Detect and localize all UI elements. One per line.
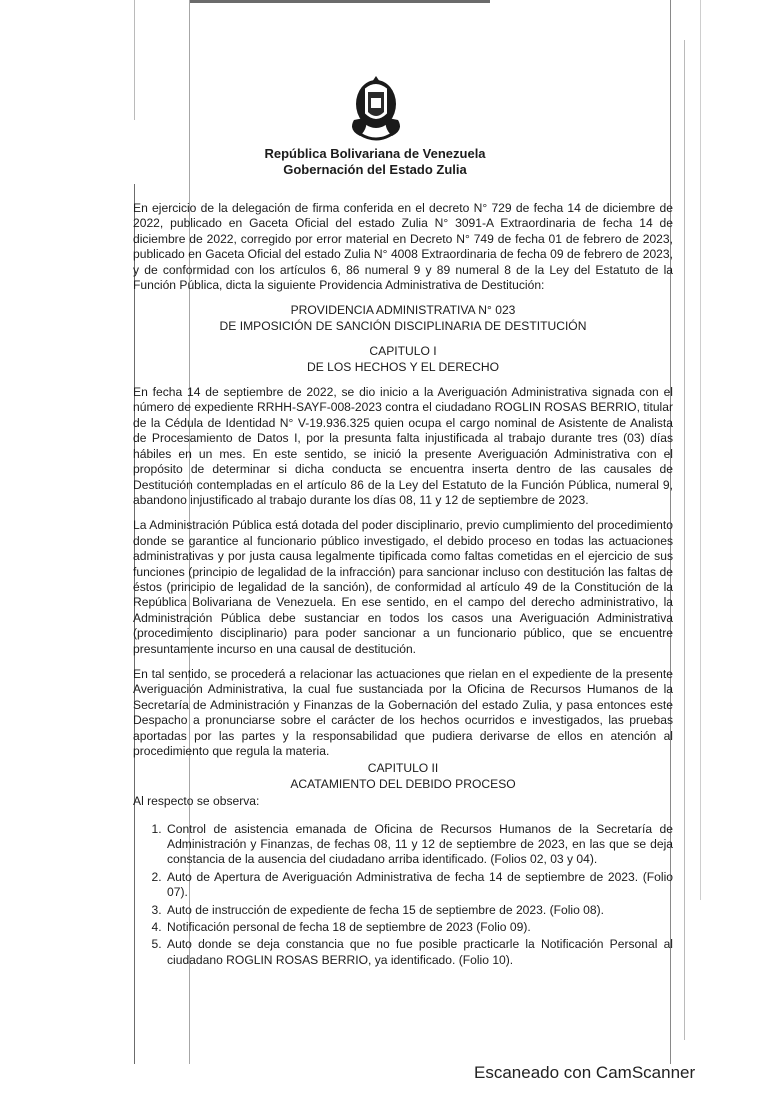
providencia-subject: DE IMPOSICIÓN DE SANCIÓN DISCIPLINARIA DE DESTITUCIÓN [219, 318, 587, 333]
chapter-1-subheading: DE LOS HECHOS Y EL DERECHO [307, 359, 499, 374]
list-item: 2. Auto de Apertura de Averiguación Administrativa de fecha 14 de septiembre de 2023. (Folio 07). [165, 870, 673, 901]
header-country: República Bolivariana de Venezuela [264, 146, 486, 161]
folio-list [133, 822, 673, 969]
list-item: 4. Notificación personal de fecha 18 de septiembre de 2023 (Folio 09). [165, 920, 673, 935]
chapter-2-lead: Al respecto se observa: [133, 794, 260, 809]
providencia-title [133, 303, 673, 334]
list-item: 1. Control de asistencia emanada de Oficina de Recursos Humanos de la Secretaría de Administración y Finanzas, de fechas 08, 11 y 12 de septiembre de 2023, en las que se deja constancia de la ausencia del ciudadano arriba identificado. (Folios 02, 03 y 04). [165, 822, 673, 868]
document-header [230, 146, 520, 178]
scan-artifact-left-line-top [134, 0, 135, 120]
providencia-number: PROVIDENCIA ADMINISTRATIVA N° 023 [290, 303, 516, 318]
header-government: Gobernación del Estado Zulia [283, 162, 467, 177]
coat-of-arms-icon [340, 74, 412, 146]
chapter-2-subheading: ACATAMIENTO DEL DEBIDO PROCESO [290, 776, 516, 791]
list-item: 3. Auto de instrucción de expediente de fecha 15 de septiembre de 2023. (Folio 08). [165, 903, 673, 918]
scan-artifact-right-line-2 [684, 40, 685, 1040]
chapter-1-paragraph: La Administración Pública está dotada del poder disciplinario, previo cumplimiento del procedimiento donde se garantice al funcionario público investigado, el debido proceso en todas las actuaciones administrativas y por justa causa legalmente tipificada como faltas cometidas en el ejercicio de sus funciones (principio de legalidad de la infracción) para sancionar incluso con destitución las faltas de éstos (principio de legalidad de la sanción), de conformidad al artículo 49 de la Constitución de la República Bolivariana de Venezuela. En ese sentido, en el campo del derecho administrativo, la Administración Pública debe sustanciar en todos los casos una Averiguación Administrativa (procedimiento disciplinario) para poder sancionar a un funcionario público, que se encuentre presuntamente incurso en una causal de destitución. [133, 518, 673, 656]
intro-paragraph: En ejercicio de la delegación de firma conferida en el decreto N° 729 de fecha 14 de diciembre de 2022, publicado en Gaceta Oficial del estado Zulia N° 3091-A Extraordinaria de fecha 14 de diciembre de 2022, corregido por error material en Decreto N° 749 de fecha 01 de febrero de 2023, publicado en Gaceta Oficial del estado Zulia N° 4008 Extraordinaria de fecha 09 de febrero de 2023, y de conformidad con los artículos 6, 86 numeral 9 y 89 numeral 8 de la Ley del Estatuto de la Función Pública, dicta la siguiente Providencia Administrativa de Destitución: [133, 201, 673, 293]
chapter-1-title [133, 344, 673, 375]
chapter-2-title [133, 761, 673, 792]
list-item: 5. Auto donde se deja constancia que no fue posible practicarle la Notificación Personal al ciudadano ROGLIN ROSAS BERRIO, ya identificado. (Folio 10). [165, 937, 673, 968]
chapter-1-paragraph: En tal sentido, se procederá a relacionar las actuaciones que rielan en el expediente de la presente Averiguación Administrativa, la cual fue sustanciada por la Oficina de Recursos Humanos de la Secretaría de Administración y Finanzas de la Gobernación del estado Zulia, y pasa entonces este Despacho a pronunciarse sobre el carácter de los hechos ocurridos e investigados, las pruebas aportadas por las partes y la responsabilidad que pudiera derivarse de ellos en atención al procedimiento que regula la materia. [133, 666, 673, 758]
chapter-1-paragraph: En fecha 14 de septiembre de 2022, se dio inicio a la Averiguación Administrativa signada con el número de expediente RRHH-SAYF-008-2023 contra el ciudadano ROGLIN ROSAS BERRIO, titular de la Cédula de Identidad N° V-19.936.325 quien ocupa el cargo nominal de Asistente de Analista de Procesamiento de Datos I, por la presunta falta injustificada al trabajo durante tres (03) días hábiles en un mes. En este sentido, se inició la presente Averiguación Administrativa con el propósito de determinar si dicha conducta se encuentra inserta dentro de las causales de Destitución contempladas en el artículo 86 de la Ley del Estatuto de la Función Pública, numeral 9, abandono injustificado al trabajo durante los días 08, 11 y 12 de septiembre de 2023. [133, 385, 673, 507]
scan-artifact-top-bar [190, 0, 490, 3]
chapter-2-heading: CAPITULO II [367, 761, 439, 776]
camscanner-watermark: Escaneado con CamScanner [474, 1063, 696, 1082]
scan-artifact-right-line-3 [700, 0, 701, 900]
document-body [133, 201, 673, 970]
chapter-1-heading: CAPITULO I [369, 344, 437, 359]
